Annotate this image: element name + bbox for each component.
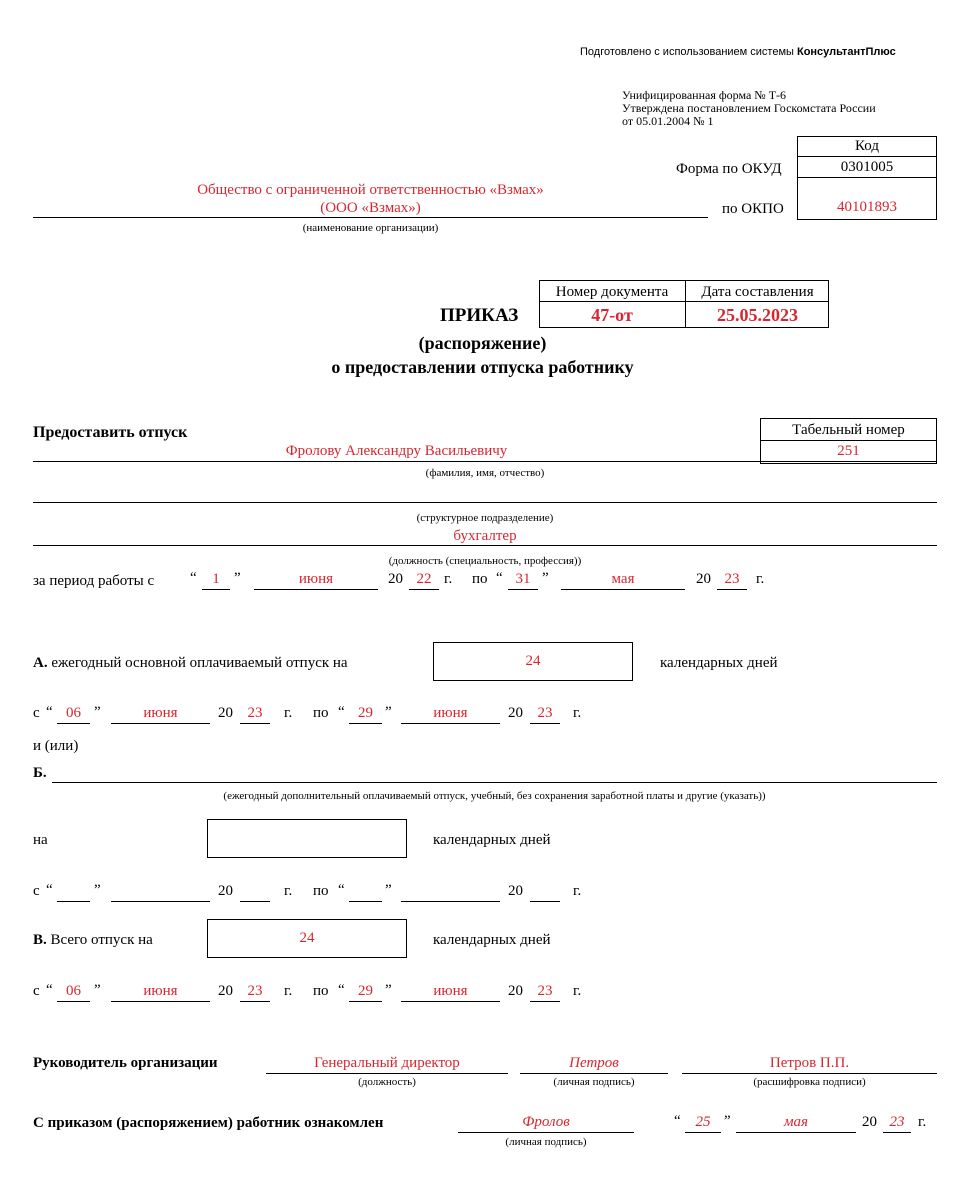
doc-date-label: Дата составления xyxy=(701,284,814,300)
section-b-to-day-line xyxy=(349,901,382,902)
year-suffix: г. xyxy=(444,571,453,587)
prepared-prefix: Подготовлено с использованием системы xyxy=(580,46,794,58)
year-suffix: г. xyxy=(284,883,293,899)
position-caption: (должность (специальность, профессия)) xyxy=(388,555,582,567)
to-label: по xyxy=(313,883,329,899)
quote-close: ” xyxy=(234,570,241,586)
year-suffix: г. xyxy=(756,571,765,587)
doc-number: 47-от xyxy=(591,305,633,325)
year-prefix: 20 xyxy=(388,571,403,587)
ack-day: 25 xyxy=(695,1114,711,1130)
section-b-from-year-line xyxy=(240,901,270,902)
section-v-from-month: июня xyxy=(143,983,178,999)
period-to-month: мая xyxy=(611,571,635,587)
quote-open: “ xyxy=(46,704,53,720)
section-a-from-day: 06 xyxy=(66,705,81,721)
doc-date: 25.05.2023 xyxy=(717,305,798,325)
period-from-year: 22 xyxy=(416,571,432,587)
period-to-day: 31 xyxy=(515,571,531,587)
year-suffix: г. xyxy=(284,705,293,721)
section-v-letter: В. xyxy=(33,932,47,948)
quote-close: ” xyxy=(542,570,549,586)
quote-close: ” xyxy=(94,882,101,898)
order-title: ПРИКАЗ xyxy=(440,305,519,326)
okpo-label: по ОКПО xyxy=(722,201,784,217)
tab-number: 251 xyxy=(837,443,860,459)
section-v-text: Всего отпуск на xyxy=(50,932,153,948)
to-label: по xyxy=(472,571,488,587)
org-name-line2: (ООО «Взмах») xyxy=(320,200,421,216)
order-topic: о предоставлении отпуска работнику xyxy=(331,357,634,377)
tab-number-label: Табельный номер xyxy=(792,422,905,438)
year-suffix: г. xyxy=(573,883,582,899)
to-label: по xyxy=(313,983,329,999)
quote-close: ” xyxy=(94,982,101,998)
form-number: Унифицированная форма № Т-6 xyxy=(622,88,787,102)
section-b-days-suffix: календарных дней xyxy=(433,832,551,848)
section-a-to-month: июня xyxy=(433,705,468,721)
period-from-month: июня xyxy=(298,571,334,587)
quote-open: “ xyxy=(46,982,53,998)
quote-open: “ xyxy=(338,882,345,898)
quote-open: “ xyxy=(338,704,345,720)
head-signature: Петров xyxy=(569,1055,619,1071)
section-v-to-year: 23 xyxy=(537,983,553,999)
head-position: Генеральный директор xyxy=(314,1055,460,1071)
doc-number-label: Номер документа xyxy=(555,284,669,300)
quote-open: “ xyxy=(338,982,345,998)
okpo-value: 40101893 xyxy=(837,199,897,215)
ack-signature-caption: (личная подпись) xyxy=(505,1136,587,1148)
section-b-caption: (ежегодный дополнительный оплачиваемый отпуск, учебный, без сохранения заработной платы и другие (указать)) xyxy=(223,790,766,802)
section-a-label xyxy=(33,655,348,672)
head-name-caption: (расшифровка подписи) xyxy=(753,1076,866,1088)
from-label: с xyxy=(33,705,40,721)
order-subtitle: (распоряжение) xyxy=(418,333,547,353)
section-a-days-suffix: календарных дней xyxy=(660,655,778,671)
section-a-from-year: 23 xyxy=(247,705,263,721)
org-caption: (наименование организации) xyxy=(302,222,439,234)
period-prefix: за период работы с xyxy=(33,573,155,589)
prepared-with-note xyxy=(580,46,896,58)
head-signature-caption: (личная подпись) xyxy=(553,1076,635,1088)
quote-close: ” xyxy=(724,1113,731,1129)
period-from-day: 1 xyxy=(212,571,220,587)
year-prefix: 20 xyxy=(862,1114,877,1130)
section-v-days: 24 xyxy=(299,930,315,946)
head-label: Руководитель организации xyxy=(33,1055,218,1071)
org-name-line1: Общество с ограниченной ответственностью «Взмах» xyxy=(197,182,544,198)
year-prefix: 20 xyxy=(696,571,711,587)
dept-caption: (структурное подразделение) xyxy=(416,512,554,524)
okud-label: Форма по ОКУД xyxy=(676,161,782,177)
section-a-text: ежегодный основной оплачиваемый отпуск на xyxy=(51,655,348,671)
form-approved: Утверждена постановлением Госкомстата России xyxy=(622,101,876,115)
employee-position: бухгалтер xyxy=(453,528,517,544)
okud-value: 0301005 xyxy=(840,159,894,175)
section-v-from-year: 23 xyxy=(247,983,263,999)
quote-close: ” xyxy=(385,882,392,898)
quote-close: ” xyxy=(94,704,101,720)
from-label: с xyxy=(33,983,40,999)
year-suffix: г. xyxy=(573,705,582,721)
section-a-days: 24 xyxy=(525,653,541,669)
year-prefix: 20 xyxy=(218,883,233,899)
section-b-letter: Б. xyxy=(33,765,47,781)
section-v-from-day: 06 xyxy=(66,983,81,999)
head-name: Петров П.П. xyxy=(769,1055,850,1071)
period-to-year: 23 xyxy=(724,571,740,587)
quote-open: “ xyxy=(46,882,53,898)
quote-open: “ xyxy=(496,570,503,586)
section-b-to-year-line xyxy=(530,901,560,902)
section-b-na: на xyxy=(33,832,48,848)
quote-close: ” xyxy=(385,982,392,998)
section-a-to-year: 23 xyxy=(537,705,553,721)
section-a-letter: А. xyxy=(33,655,48,671)
year-prefix: 20 xyxy=(508,883,523,899)
employee-name: Фролову Александру Васильевичу xyxy=(285,443,508,459)
to-label: по xyxy=(313,705,329,721)
section-a-from-month: июня xyxy=(143,705,178,721)
section-b-days-box xyxy=(207,819,407,858)
form-date: от 05.01.2004 № 1 xyxy=(622,114,714,128)
section-v-days-suffix: календарных дней xyxy=(433,932,551,948)
section-b-from-day-line xyxy=(57,901,90,902)
ack-signature: Фролов xyxy=(522,1114,570,1130)
quote-open: “ xyxy=(190,570,197,586)
section-b-to-month-line xyxy=(401,901,500,902)
year-suffix: г. xyxy=(918,1114,927,1130)
ack-label: С приказом (распоряжением) работник ознакомлен xyxy=(33,1115,384,1131)
section-v-to-day: 29 xyxy=(358,983,373,999)
section-b-from-month-line xyxy=(111,901,210,902)
year-prefix: 20 xyxy=(218,983,233,999)
from-label: с xyxy=(33,883,40,899)
code-header: Код xyxy=(855,138,879,154)
form-approval-block xyxy=(622,89,876,128)
section-v-label xyxy=(33,932,153,949)
year-suffix: г. xyxy=(284,983,293,999)
consultant-brand: КонсультантПлюс xyxy=(796,46,896,58)
organization-name xyxy=(33,181,708,217)
head-position-caption: (должность) xyxy=(358,1076,416,1088)
quote-close: ” xyxy=(385,704,392,720)
ack-year: 23 xyxy=(889,1114,905,1130)
year-prefix: 20 xyxy=(508,705,523,721)
year-prefix: 20 xyxy=(218,705,233,721)
section-v-to-month: июня xyxy=(433,983,468,999)
quote-open: “ xyxy=(674,1113,681,1129)
section-a-to-day: 29 xyxy=(358,705,373,721)
ack-month: мая xyxy=(783,1114,809,1130)
name-caption: (фамилия, имя, отчество) xyxy=(425,467,545,479)
year-prefix: 20 xyxy=(508,983,523,999)
year-suffix: г. xyxy=(573,983,582,999)
grant-leave-label: Предоставить отпуск xyxy=(33,424,188,441)
and-or-label: и (или) xyxy=(33,738,79,754)
